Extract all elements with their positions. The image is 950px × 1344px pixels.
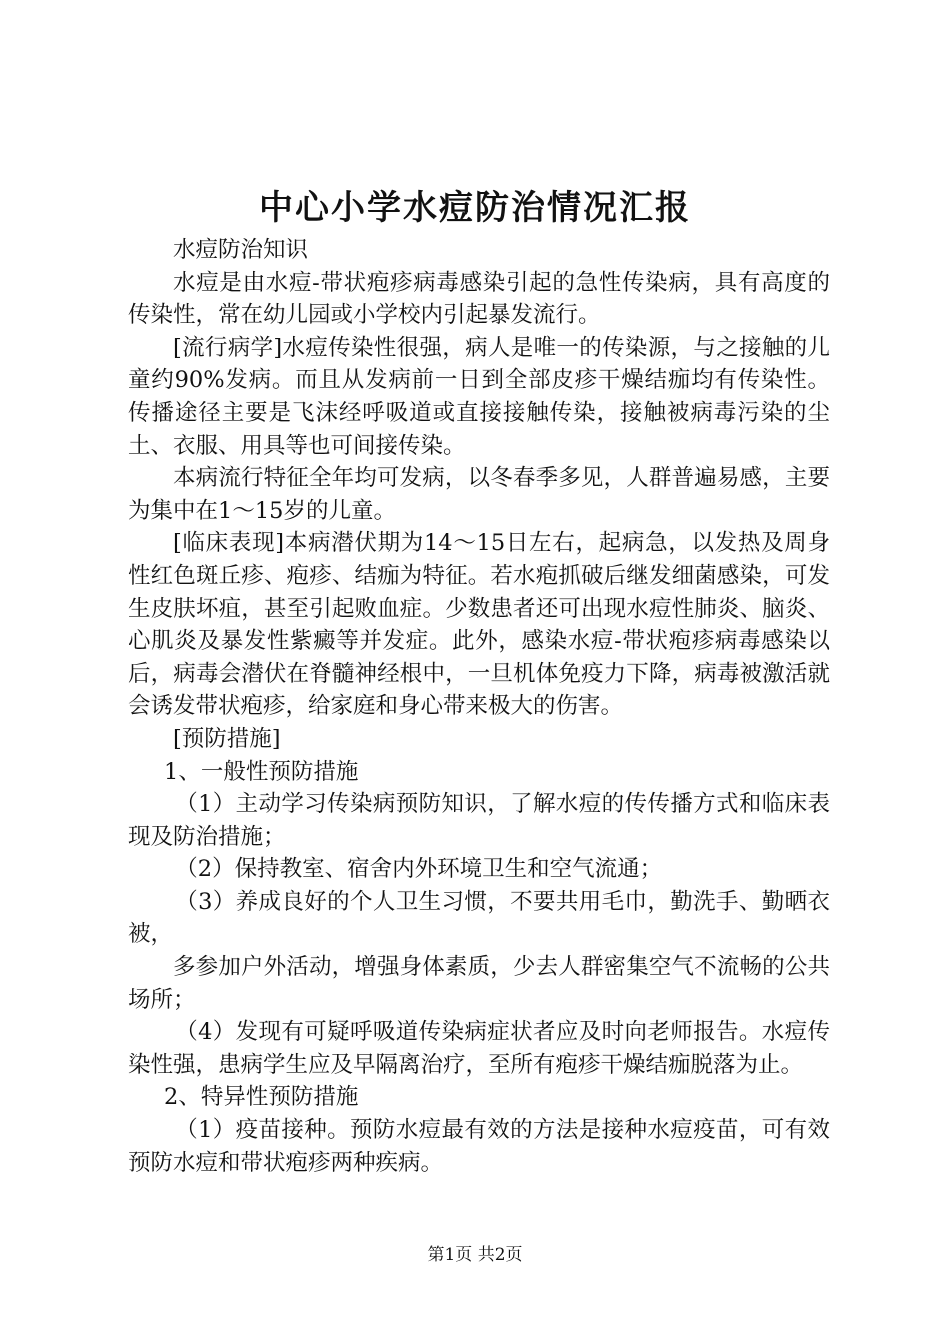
document-body — [128, 234, 830, 1179]
paragraph-prevention-heading: [预防措施] — [173, 725, 281, 752]
paragraph-specific-prevention: 2、特异性预防措施 — [164, 1084, 359, 1111]
paragraph-item-4: （4）发现有可疑呼吸道传染病症状者应及时向老师报告。水痘传染性强，患病学生应及早隔离治疗，至所有疱疹干燥结痂脱落为止。 — [128, 1019, 830, 1078]
paragraph-epidemiology: [流行病学]水痘传染性很强，病人是唯一的传染源，与之接触的儿童约90%发病。而且从发病前一日到全部皮疹干燥结痂均有传染性。传播途径主要是飞沫经呼吸道或直接接触传染，接触被病毒污染的尘土、衣服、用具等也可间接传染。 — [128, 334, 830, 459]
page-footer: 第1页 共2页 — [427, 1245, 523, 1265]
paragraph-epidemic-features: 本病流行特征全年均可发病，以冬春季多见，人群普遍易感，主要为集中在1～15岁的儿童。 — [128, 465, 830, 524]
document-title: 中心小学水痘防治情况汇报 — [259, 188, 691, 228]
paragraph-item-1: （1）主动学习传染病预防知识，了解水痘的传传播方式和临床表现及防治措施； — [128, 791, 830, 850]
paragraph-clinical: [临床表现]本病潜伏期为14～15日左右，起病急，以发热及周身性红色斑丘疹、疱疹、结痂为特征。若水疱抓破后继发细菌感染，可发生皮肤坏疽，甚至引起败血症。少数患者还可出现水痘性肺炎、脑炎、心肌炎及暴发性紫癜等并发症。此外，感染水痘-带状疱疹病毒感染以后，病毒会潜伏在脊髓神经根中，一旦机体免疫力下降，病毒被激活就会诱发带状疱疹，给家庭和身心带来极大的伤害。 — [128, 530, 830, 720]
paragraph-section-heading: 水痘防治知识 — [173, 237, 309, 263]
paragraph-item-3: （3）养成良好的个人卫生习惯，不要共用毛巾，勤洗手、勤晒衣被， — [128, 888, 830, 948]
paragraph-general-prevention: 1、一般性预防措施 — [164, 758, 359, 785]
paragraph-vaccination: （1）疫苗接种。预防水痘最有效的方法是接种水痘疫苗，可有效预防水痘和带状疱疹两种疾病。 — [128, 1117, 830, 1176]
paragraph-intro: 水痘是由水痘-带状疱疹病毒感染引起的急性传染病，具有高度的传染性，常在幼儿园或小学校内引起暴发流行。 — [128, 269, 830, 329]
paragraph-item-3-cont: 多参加户外活动，增强身体素质，少去人群密集空气不流畅的公共场所； — [128, 954, 830, 1013]
paragraph-item-2: （2）保持教室、宿舍内外环境卫生和空气流通； — [175, 856, 663, 883]
